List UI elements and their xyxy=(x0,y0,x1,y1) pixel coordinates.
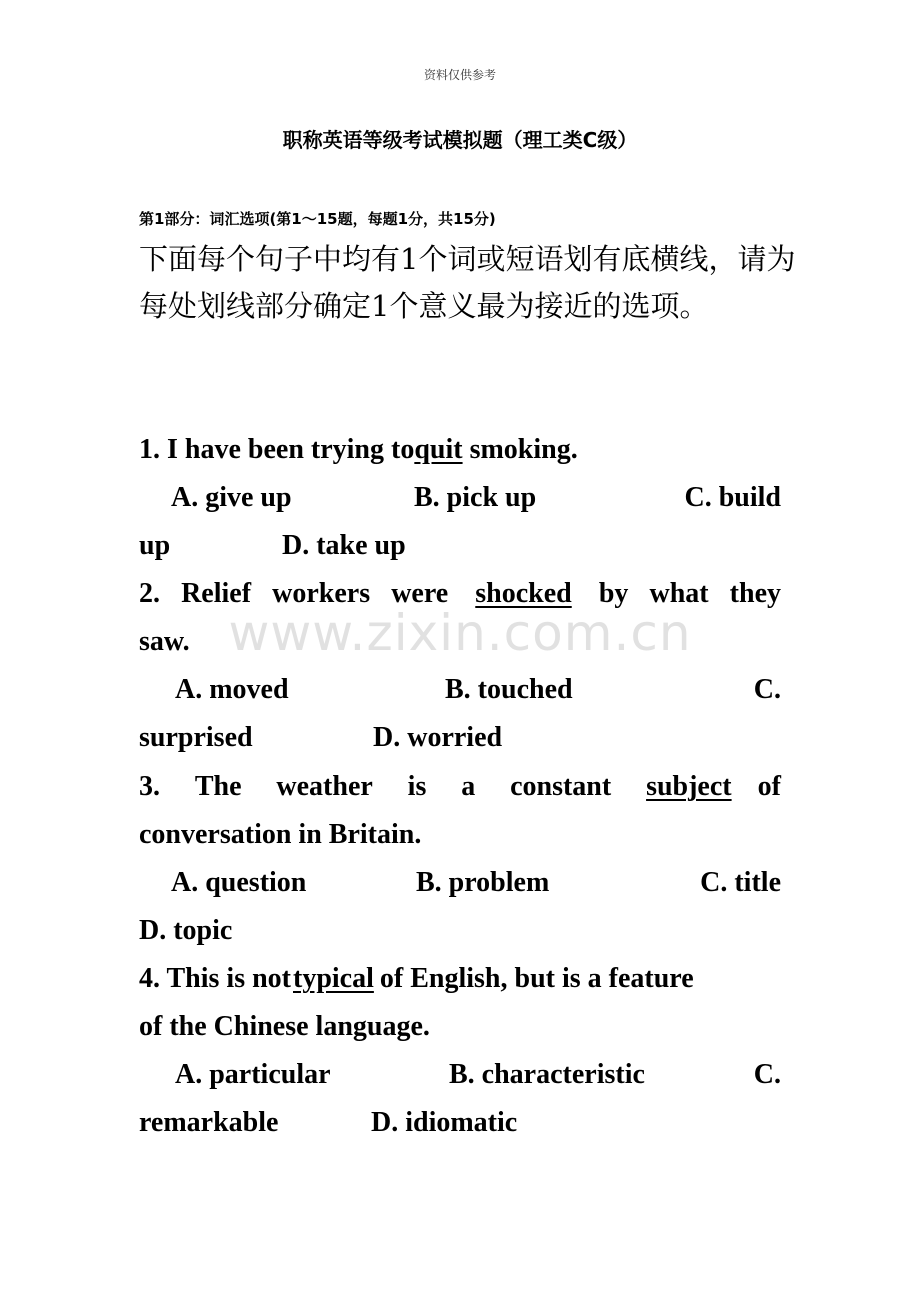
question-number: 4. xyxy=(139,963,160,994)
option-c-continued: remarkable xyxy=(139,1107,279,1138)
underlined-word: quit xyxy=(414,434,463,465)
question-text: smoking. xyxy=(469,434,578,465)
question-2-stem-tail: saw. xyxy=(139,626,190,657)
option-c-continued: up xyxy=(139,530,171,561)
question-word: constant xyxy=(510,771,612,802)
option-b: B. pick up xyxy=(414,482,537,513)
question-2-options-row xyxy=(139,666,781,714)
option-a: A. give up xyxy=(171,482,292,513)
question-word: of xyxy=(757,771,781,802)
option-b: B. touched xyxy=(445,674,573,705)
question-4-stem-tail: of the Chinese language. xyxy=(139,1011,430,1042)
section-heading: 第1部分：词汇选项(第1～15题，每题1分，共15分) xyxy=(139,210,496,228)
question-4-options-row xyxy=(139,1051,781,1099)
page-title: 职称英语等级考试模拟题（理工类C级） xyxy=(282,128,638,152)
question-4-options-row-2 xyxy=(139,1099,781,1147)
option-a: A. moved xyxy=(175,674,289,705)
question-4-stem xyxy=(139,955,781,1003)
question-word: were xyxy=(391,578,449,609)
question-3-options-row-2 xyxy=(139,907,781,955)
question-word: is xyxy=(407,771,427,802)
option-c: C. xyxy=(753,1059,781,1090)
question-word: a xyxy=(461,771,476,802)
underlined-word: shocked xyxy=(475,578,572,609)
option-b: B. characteristic xyxy=(449,1059,645,1090)
question-1-options-row-2 xyxy=(139,522,781,570)
option-a: A. particular xyxy=(175,1059,331,1090)
question-word: Relief xyxy=(181,578,252,609)
question-3-options-row xyxy=(139,859,781,907)
option-c-continued: surprised xyxy=(139,722,253,753)
option-b: B. problem xyxy=(416,867,550,898)
question-word: workers xyxy=(272,578,371,609)
option-a: A. question xyxy=(171,867,307,898)
question-number: 3. xyxy=(139,771,160,802)
option-c: C. build xyxy=(684,482,781,513)
question-1-stem xyxy=(139,426,781,474)
question-3-stem-tail: conversation in Britain. xyxy=(139,819,422,850)
question-word: by xyxy=(598,578,629,609)
question-number: 1. xyxy=(139,434,160,465)
instructions-text: 下面每个句子中均有1个词或短语划有底横线，请为每处划线部分确定1个意义最为接近的选项。 xyxy=(139,242,796,323)
question-word: weather xyxy=(276,771,373,802)
option-d: D. idiomatic xyxy=(371,1107,518,1138)
watermark: www.zixin.com.cn xyxy=(228,604,692,662)
option-c: C. xyxy=(753,674,781,705)
question-text: I have been trying to xyxy=(167,434,415,465)
question-word: they xyxy=(729,578,781,609)
underlined-word: typical xyxy=(293,963,374,994)
question-2-stem xyxy=(139,570,781,618)
question-word: what xyxy=(649,578,709,609)
option-d: D. topic xyxy=(139,915,233,946)
option-d: D. worried xyxy=(373,722,503,753)
question-2-options-row-2 xyxy=(139,714,781,762)
question-text: This is not xyxy=(166,963,291,994)
question-word: The xyxy=(194,771,242,802)
question-number: 2. xyxy=(139,578,160,609)
header-note: 资料仅供参考 xyxy=(423,68,496,82)
question-3-stem xyxy=(139,763,781,811)
option-c: C. title xyxy=(700,867,781,898)
question-text: of English, but is a feature xyxy=(379,963,694,994)
question-1-options-row xyxy=(139,474,781,522)
underlined-word: subject xyxy=(646,771,732,802)
option-d: D. take up xyxy=(282,530,406,561)
